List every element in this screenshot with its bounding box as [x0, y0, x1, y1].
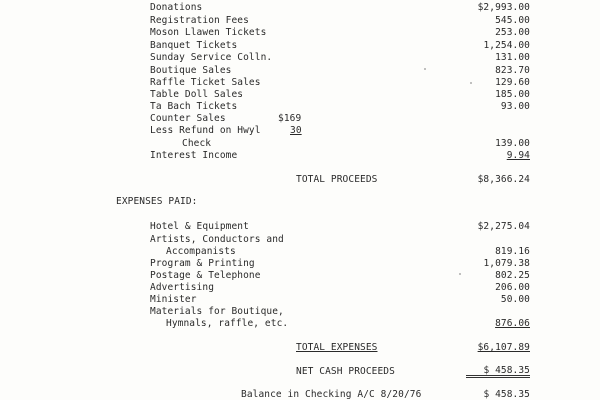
receipt-label: Donations — [150, 2, 203, 13]
receipt-label: Banquet Tickets — [150, 40, 238, 51]
balance-amount: $ 458.35 — [483, 389, 530, 400]
total-expenses-label: TOTAL EXPENSES — [296, 342, 378, 353]
receipt-label: Ta Bach Tickets — [150, 101, 238, 112]
receipt-label: Moson Llawen Tickets — [150, 27, 267, 38]
receipt-amount: 93.00 — [500, 101, 530, 112]
expense-amount: 1,079.38 — [483, 258, 530, 269]
receipt-label: Raffle Ticket Sales — [150, 77, 261, 88]
receipt-amount: 185.00 — [495, 89, 530, 100]
interest-amount: 9.94 — [506, 150, 530, 161]
expense-label: Program & Printing — [150, 258, 255, 269]
expense-label: Advertising — [150, 282, 215, 293]
interest-label: Interest Income — [150, 150, 238, 161]
scan-speck — [424, 68, 426, 70]
receipt-label: Table Doll Sales — [150, 89, 244, 100]
counter-sales-subamount: $169 — [278, 113, 302, 124]
expense-label: Materials for Boutique, — [150, 306, 284, 317]
check-label: Check — [182, 138, 212, 149]
expense-amount: 819.16 — [495, 246, 530, 257]
balance-label: Balance in Checking A/C 8/20/76 — [241, 389, 422, 400]
expense-label: Minister — [150, 294, 197, 305]
total-proceeds-label: TOTAL PROCEEDS — [296, 174, 378, 185]
receipt-amount: $2,993.00 — [477, 2, 530, 13]
scan-speck — [459, 273, 461, 275]
receipt-label: Sunday Service Colln. — [150, 52, 273, 63]
total-proceeds-amount: $8,366.24 — [477, 174, 530, 185]
expense-label-continued: Accompanists — [166, 246, 236, 257]
receipt-label: Registration Fees — [150, 15, 249, 26]
net-cash-amount: $ 458.35 — [466, 366, 530, 378]
refund-label: Less Refund on Hwyl — [150, 125, 261, 136]
expense-label: Hotel & Equipment — [150, 221, 249, 232]
receipt-amount: 253.00 — [495, 27, 530, 38]
counter-sales-label: Counter Sales — [150, 113, 226, 124]
net-cash-label: NET CASH PROCEEDS — [296, 366, 395, 377]
expense-amount: 50.00 — [500, 294, 530, 305]
expense-amount: 876.06 — [495, 318, 530, 329]
expense-label-continued: Hymnals, raffle, etc. — [166, 318, 289, 329]
expense-amount: $2,275.04 — [477, 221, 530, 232]
receipt-amount: 131.00 — [495, 52, 530, 63]
receipt-amount: 823.70 — [495, 65, 530, 76]
refund-amount: 30 — [290, 125, 302, 136]
expenses-heading-text: EXPENSES PAID: — [116, 196, 198, 207]
expense-label: Postage & Telephone — [150, 270, 261, 281]
expense-label: Artists, Conductors and — [150, 234, 284, 245]
expense-amount: 206.00 — [495, 282, 530, 293]
total-expenses-amount: $6,107.89 — [477, 342, 530, 353]
receipt-amount: 1,254.00 — [483, 40, 530, 51]
receipt-amount: 545.00 — [495, 15, 530, 26]
expense-amount: 802.25 — [495, 270, 530, 281]
receipt-label: Boutique Sales — [150, 65, 232, 76]
counter-net-amount: 139.00 — [495, 138, 530, 149]
receipt-amount: 129.60 — [495, 77, 530, 88]
scan-speck — [470, 82, 472, 84]
